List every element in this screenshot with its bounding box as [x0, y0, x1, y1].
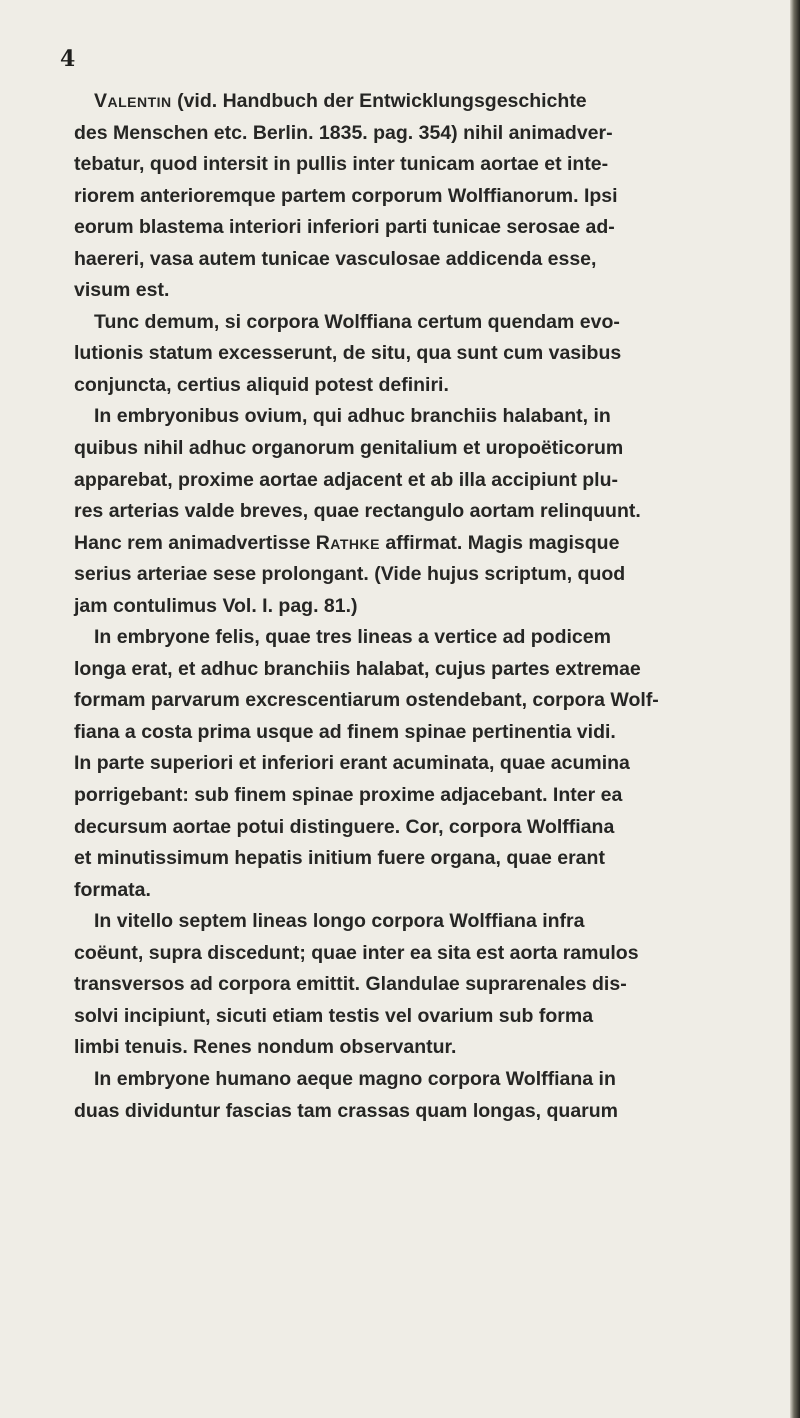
text-line: conjuncta, certius aliquid potest definiri.	[74, 373, 449, 396]
text-line: formata.	[74, 878, 151, 901]
text-line: jam contulimus Vol. I. pag. 81.)	[74, 594, 358, 617]
text-line: Valentin (vid. Handbuch der Entwicklungsgeschichte	[94, 90, 587, 112]
text-line: Tunc demum, si corpora Wolffiana certum quendam evo-	[94, 310, 620, 333]
text-line: decursum aortae potui distinguere. Cor, corpora Wolffiana	[74, 815, 615, 838]
body-text	[74, 86, 774, 1127]
binding-edge	[790, 0, 800, 1418]
text-line: riorem anterioremque partem corporum Wolffianorum. Ipsi	[74, 184, 618, 207]
text-line: limbi tenuis. Renes nondum observantur.	[74, 1036, 457, 1059]
text-line: In embryonibus ovium, qui adhuc branchiis halabant, in	[94, 405, 611, 428]
text-line: solvi incipiunt, sicuti etiam testis vel ovarium sub forma	[74, 1004, 594, 1027]
text-line: longa erat, et adhuc branchiis halabat, cujus partes extremae	[74, 657, 641, 680]
text-line: duas dividuntur fascias tam crassas quam longas, quarum	[74, 1099, 619, 1122]
text-line: transversos ad corpora emittit. Glandulae suprarenales dis-	[74, 973, 627, 996]
text-line: formam parvarum excrescentiarum ostendebant, corpora Wolf-	[74, 689, 659, 712]
page-number: 4	[60, 46, 76, 72]
text-line: In embryone humano aeque magno corpora Wolffiana in	[94, 1067, 616, 1090]
text-line: In embryone felis, quae tres lineas a vertice ad podicem	[94, 626, 611, 649]
text-line: In vitello septem lineas longo corpora Wolffiana infra	[94, 910, 585, 933]
text-line: res arterias valde breves, quae rectangulo aortam relinquunt.	[74, 500, 641, 523]
text-line: serius arteriae sese prolongant. (Vide hujus scriptum, quod	[74, 563, 626, 586]
text-line: des Menschen etc. Berlin. 1835. pag. 354) nihil animadver-	[74, 121, 613, 144]
text-line: lutionis statum excesserunt, de situ, qua sunt cum vasibus	[74, 342, 622, 365]
text-line: In parte superiori et inferiori erant acuminata, quae acumina	[74, 752, 630, 775]
text-line: coëunt, supra discedunt; quae inter ea sita est aorta ramulos	[74, 941, 639, 964]
text-line: haereri, vasa autem tunicae vasculosae addicenda esse,	[74, 247, 597, 270]
text-line: visum est.	[74, 279, 170, 302]
text-line: Hanc rem animadvertisse Rathke affirmat. Magis magisque	[74, 531, 620, 554]
text-line: fiana a costa prima usque ad finem spinae pertinentia vidi.	[74, 720, 616, 743]
text-line: porrigebant: sub finem spinae proxime adjacebant. Inter ea	[74, 784, 623, 807]
text-line: quibus nihil adhuc organorum genitalium et uropoëticorum	[74, 437, 624, 460]
text-line: eorum blastema interiori inferiori parti tunicae serosae ad-	[74, 216, 615, 239]
text-line: tebatur, quod intersit in pullis inter tunicam aortae et inte-	[74, 153, 609, 176]
text-line: et minutissimum hepatis initium fuere organa, quae erant	[74, 847, 605, 870]
text-line: apparebat, proxime aortae adjacent et ab illa accipiunt plu-	[74, 468, 618, 491]
